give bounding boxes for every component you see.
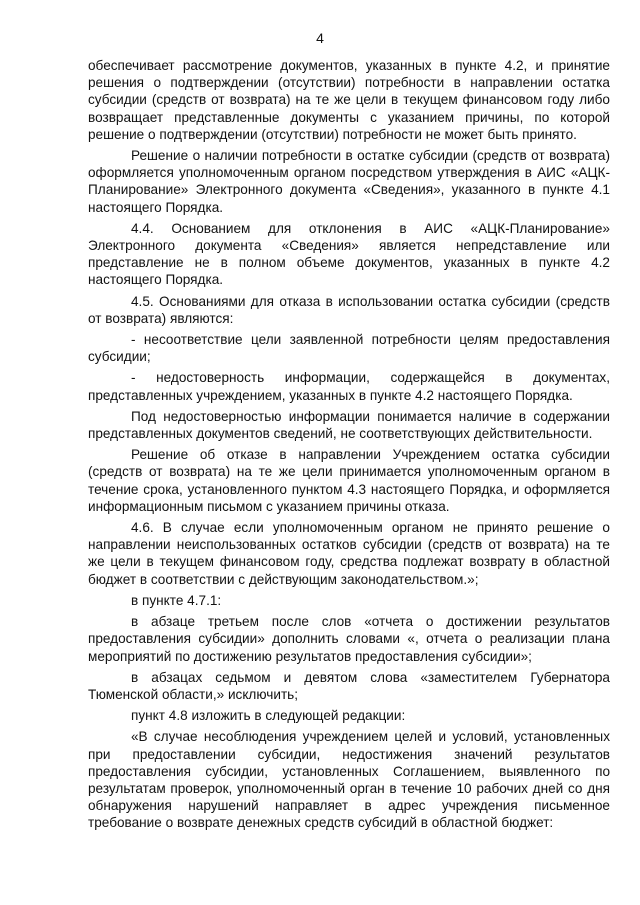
paragraph-refusal-decision: Решение об отказе в направлении Учреждением остатка субсидии (средств от возврата) на те же цели принимается уполномоченным органом в течение срока, установленного пунктом 4.3 настоящего Порядка, и оформляется информационным письмом с указанием причины отказа. bbox=[88, 447, 610, 514]
paragraph-continuation: обеспечивает рассмотрение документов, указанных в пункте 4.2, и принятие решения о подтверждении (отсутствии) потребности в направлении остатка субсидии (средств от возврата) на те же цели в текущем финансовом году либо возвращает представленные документы с указанием причины, по которой решение о подтверждении (отсутствии) потребности не может быть принято. bbox=[88, 58, 610, 142]
paragraph-4-5: 4.5. Основаниями для отказа в использовании остатка субсидии (средств от возврата) являются: bbox=[88, 293, 610, 326]
paragraph-seventh-ninth-abzac: в абзацах седьмом и девятом слова «заместителем Губернатора Тюменской области,» исключить; bbox=[88, 669, 610, 702]
paragraph-point-4-7-1: в пункте 4.7.1: bbox=[131, 592, 222, 608]
paragraph-point-4-8: пункт 4.8 изложить в следующей редакции: bbox=[131, 708, 406, 724]
paragraph-third-abzac: в абзаце третьем после слов «отчета о достижении результатов предоставления субсидии» дополнить словами «, отчета о реализации плана мероприятий по достижению результатов предоставления субсидии»; bbox=[88, 614, 610, 664]
paragraph-unreliability-definition: Под недостоверностью информации понимается наличие в содержании представленных документов сведений, не соответствующих действительности. bbox=[88, 408, 610, 442]
list-item-unreliability: - недостоверность информации, содержащейся в документах, представленных учреждением, указанных в пункте 4.2 настоящего Порядка. bbox=[88, 370, 610, 403]
page-number: 4 bbox=[316, 30, 324, 46]
paragraph-4-4: 4.4. Основанием для отклонения в АИС «АЦК-Планирование» Электронного документа «Сведения» является непредставление или представление не в полном объеме документов, указанных в пункте 4.2 настоящего Порядка. bbox=[88, 220, 610, 288]
list-item-mismatch: - несоответствие цели заявленной потребности целям предоставления субсидии; bbox=[88, 332, 610, 365]
paragraph-4-8-text: «В случае несоблюдения учреждением целей и условий, установленных при предоставлении субсидии, недостижения значений результатов предоставления субсидии, установленных Соглашением, выявленного по результатам проверок, уполномоченный орган в течение 10 рабочих дней со дня обнаружения нарушений направляет в адрес учреждения письменное требование о возврате денежных средств субсидий в областной бюджет: bbox=[88, 729, 610, 831]
paragraph-decision-need: Решение о наличии потребности в остатке субсидии (средств от возврата) оформляется уполномоченным органом посредством утверждения в АИС «АЦК-Планирование» Электронного документа «Сведения», указанного в пункте 4.1 настоящего Порядка. bbox=[88, 148, 610, 215]
document-body bbox=[88, 57, 610, 836]
paragraph-4-6: 4.6. В случае если уполномоченным органом не принято решение о направлении неиспользованных остатков субсидии (средств от возврата) на те же цели в текущем финансовом году, средства подлежат возврату в областной бюджет в соответствии с действующим законодательством.»; bbox=[88, 520, 610, 587]
